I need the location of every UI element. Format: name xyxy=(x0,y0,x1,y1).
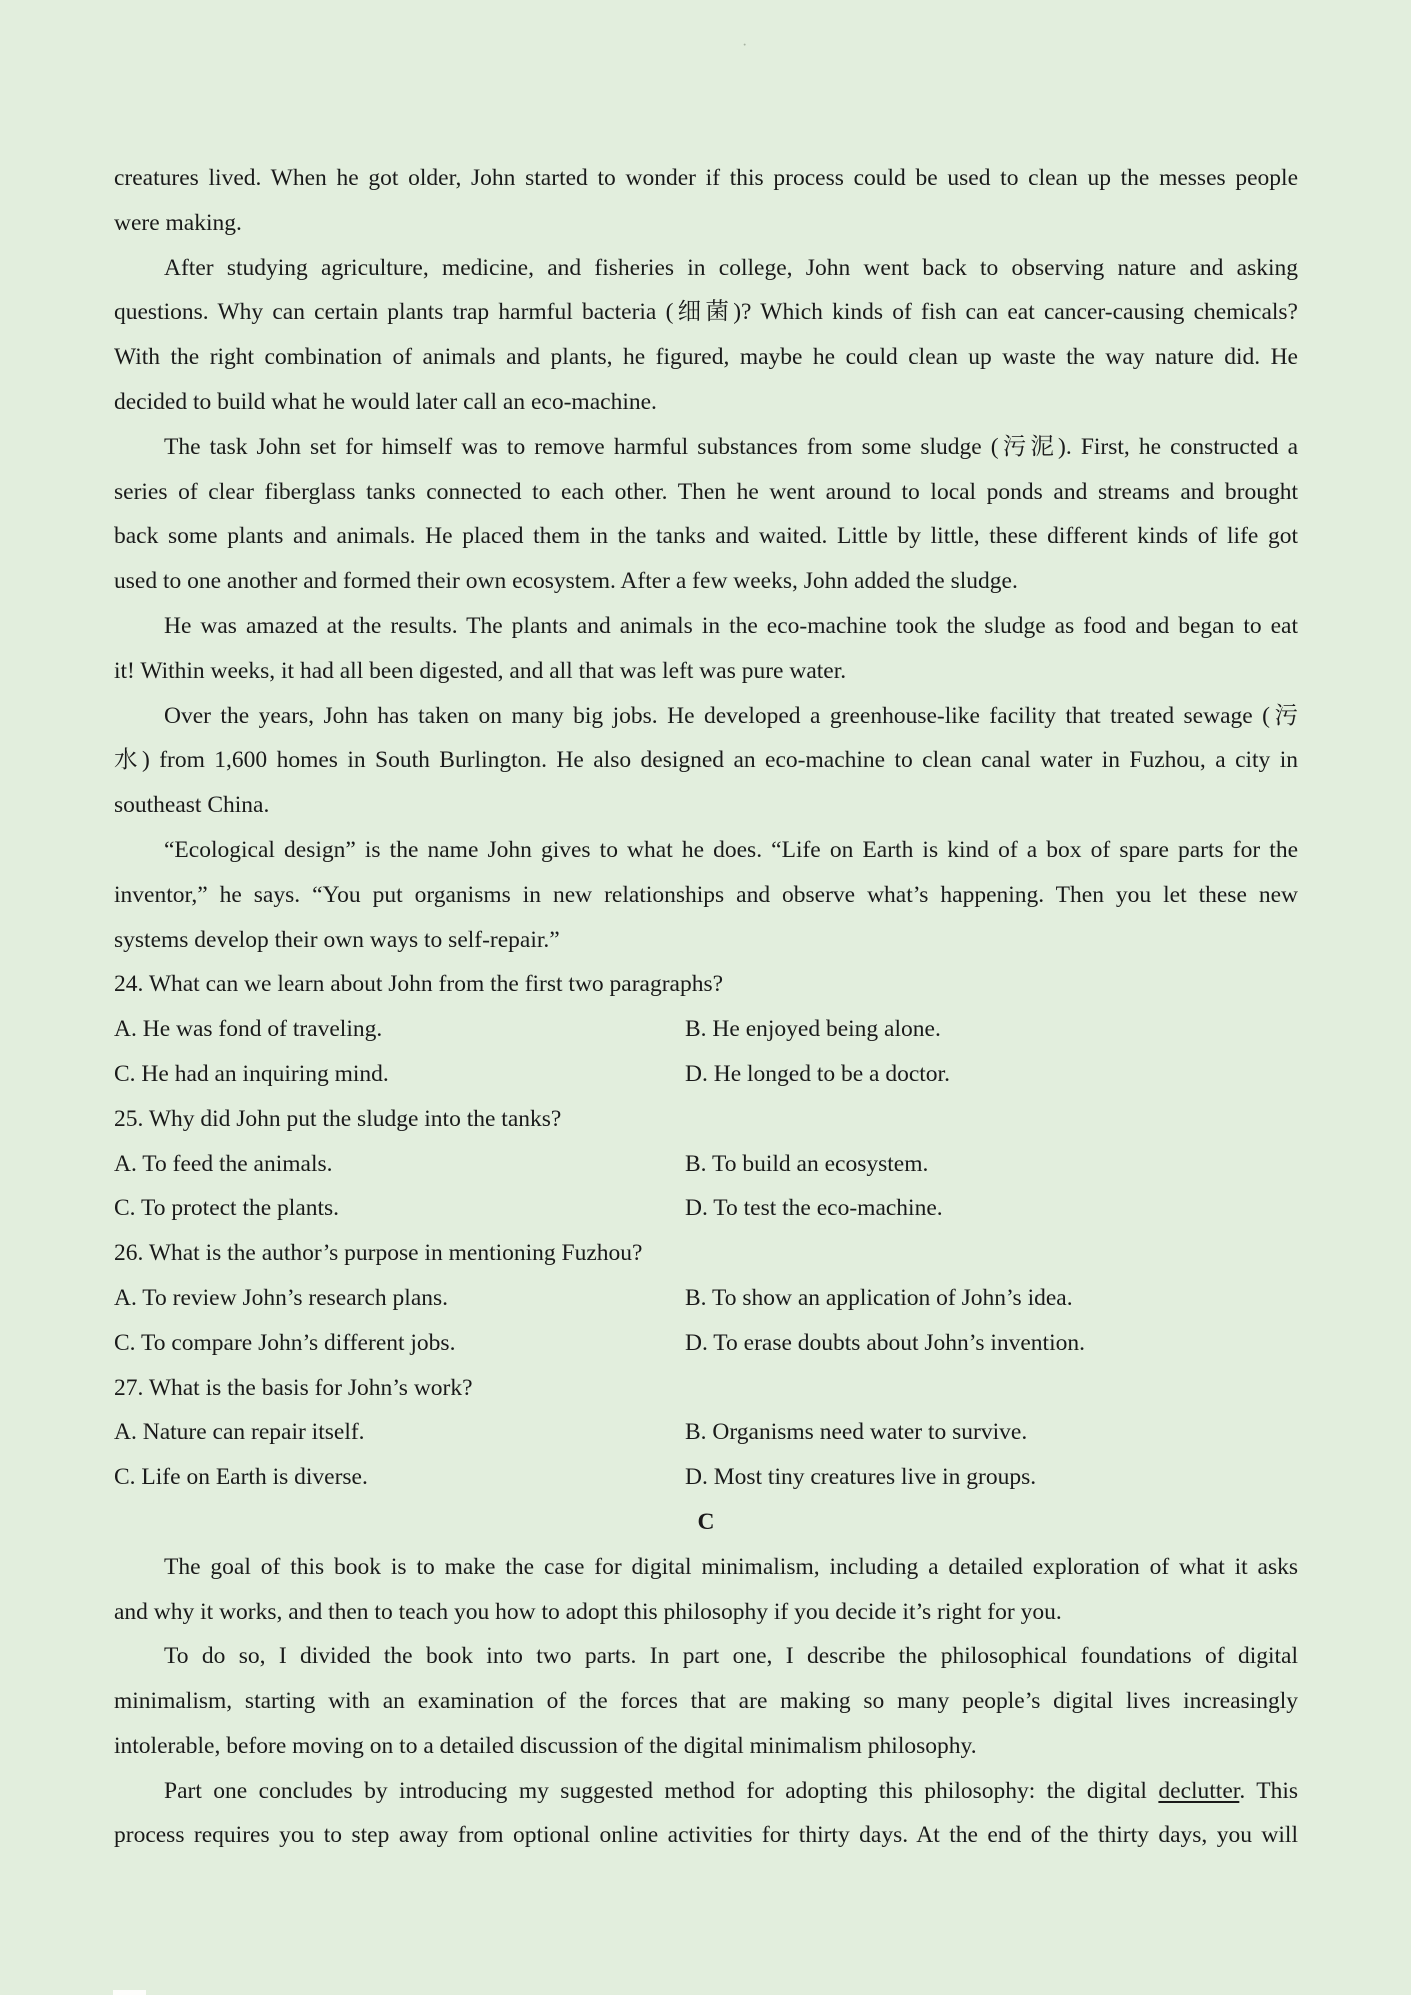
passage-line: southeast China. xyxy=(114,792,270,819)
question-27-stem: 27. What is the basis for John’s work? xyxy=(114,1374,473,1401)
passage-line: back some plants and animals. He placed them in the tanks and waited. Little by little, these different kinds of life got xyxy=(114,523,1298,550)
passage-c xyxy=(114,1500,1298,1858)
option-25-b: B. To build an ecosystem. xyxy=(685,1150,929,1177)
option-24-c: C. He had an inquiring mind. xyxy=(114,1060,389,1087)
section-c-heading: C xyxy=(697,1508,715,1535)
option-26-c: C. To compare John’s different jobs. xyxy=(114,1329,456,1356)
passage-line: 水) from 1,600 homes in South Burlington. He also designed an eco-machine to clean canal water in Fuzhou, a city in xyxy=(114,747,1298,774)
passage-line: it! Within weeks, it had all been digested, and all that was left was pure water. xyxy=(114,657,847,684)
option-26-a: A. To review John’s research plans. xyxy=(114,1284,449,1311)
text-segment: . This xyxy=(1239,1777,1298,1804)
option-26-b: B. To show an application of John’s idea. xyxy=(685,1284,1073,1311)
option-25-c: C. To protect the plants. xyxy=(114,1195,340,1222)
option-25-a: A. To feed the animals. xyxy=(114,1150,333,1177)
passage-line: decided to build what he would later call an eco-machine. xyxy=(114,388,657,415)
option-27-c: C. Life on Earth is diverse. xyxy=(114,1464,368,1491)
passage-line: The task John set for himself was to remove harmful substances from some sludge (污泥). First, he constructed a xyxy=(164,433,1298,460)
text-segment: Part one concludes by introducing my suggested method for adopting this philosophy: the digital xyxy=(164,1777,1159,1804)
option-24-a: A. He was fond of traveling. xyxy=(114,1016,383,1043)
question-24-options-ab xyxy=(114,1007,1298,1052)
option-24-d: D. He longed to be a doctor. xyxy=(685,1060,950,1087)
question-25-stem: 25. Why did John put the sludge into the tanks? xyxy=(114,1105,562,1132)
questions-24-27 xyxy=(114,962,1298,1500)
option-27-a: A. Nature can repair itself. xyxy=(114,1419,365,1446)
question-27-options-ab xyxy=(114,1410,1298,1455)
option-25-d: D. To test the eco-machine. xyxy=(685,1195,943,1222)
question-24-options-cd xyxy=(114,1052,1298,1097)
passage-line: process requires you to step away from optional online activities for thirty days. At the end of the thirty days, you will xyxy=(114,1822,1298,1849)
passage-line: He was amazed at the results. The plants and animals in the eco-machine took the sludge as food and began to eat xyxy=(164,612,1298,639)
passage-line: systems develop their own ways to self-repair.” xyxy=(114,926,560,953)
underlined-term: declutter xyxy=(1158,1777,1240,1804)
question-25-options-cd xyxy=(114,1186,1298,1231)
passage-b-continued xyxy=(114,156,1298,962)
passage-line xyxy=(114,1769,1298,1814)
passage-line: To do so, I divided the book into two parts. In part one, I describe the philosophical foundations of digital xyxy=(164,1643,1298,1670)
option-26-d: D. To erase doubts about John’s invention. xyxy=(685,1329,1085,1356)
passage-line: and why it works, and then to teach you how to adopt this philosophy if you decide it’s right for you. xyxy=(114,1598,1062,1625)
passage-line: With the right combination of animals and plants, he figured, maybe he could clean up waste the way nature did. He xyxy=(114,344,1298,371)
passage-line: Over the years, John has taken on many big jobs. He developed a greenhouse-like facility that treated sewage (污 xyxy=(164,702,1298,729)
passage-line: The goal of this book is to make the case for digital minimalism, including a detailed exploration of what it asks xyxy=(164,1553,1298,1580)
passage-line: were making. xyxy=(114,209,242,236)
stray-mark: · xyxy=(742,37,748,54)
option-24-b: B. He enjoyed being alone. xyxy=(685,1016,941,1043)
question-26-options-ab xyxy=(114,1276,1298,1321)
passage-line: “Ecological design” is the name John gives to what he does. “Life on Earth is kind of a box of spare parts for the xyxy=(164,836,1298,863)
question-25-options-ab xyxy=(114,1142,1298,1187)
option-27-d: D. Most tiny creatures live in groups. xyxy=(685,1464,1037,1491)
question-26-stem: 26. What is the author’s purpose in mentioning Fuzhou? xyxy=(114,1240,643,1267)
passage-line: questions. Why can certain plants trap harmful bacteria (细菌)? Which kinds of fish can eat cancer-causing chemicals? xyxy=(114,299,1298,326)
passage-line: inventor,” he says. “You put organisms in new relationships and observe what’s happening. Then you let these new xyxy=(114,881,1298,908)
question-24-stem: 24. What can we learn about John from the first two paragraphs? xyxy=(114,971,724,998)
page-content xyxy=(114,156,1298,1858)
question-27-options-cd xyxy=(114,1455,1298,1500)
bottom-edge-artifact xyxy=(113,1990,146,1995)
passage-line: After studying agriculture, medicine, and fisheries in college, John went back to observing nature and asking xyxy=(164,254,1298,281)
passage-line: series of clear fiberglass tanks connected to each other. Then he went around to local ponds and streams and brought xyxy=(114,478,1298,505)
passage-line: used to one another and formed their own ecosystem. After a few weeks, John added the sludge. xyxy=(114,568,1018,595)
passage-line: minimalism, starting with an examination of the forces that are making so many people’s digital lives increasingly xyxy=(114,1688,1298,1715)
question-26-options-cd xyxy=(114,1321,1298,1366)
passage-line: creatures lived. When he got older, John started to wonder if this process could be used to clean up the messes people xyxy=(114,165,1298,191)
passage-line: intolerable, before moving on to a detailed discussion of the digital minimalism philosophy. xyxy=(114,1732,977,1759)
option-27-b: B. Organisms need water to survive. xyxy=(685,1419,1028,1446)
